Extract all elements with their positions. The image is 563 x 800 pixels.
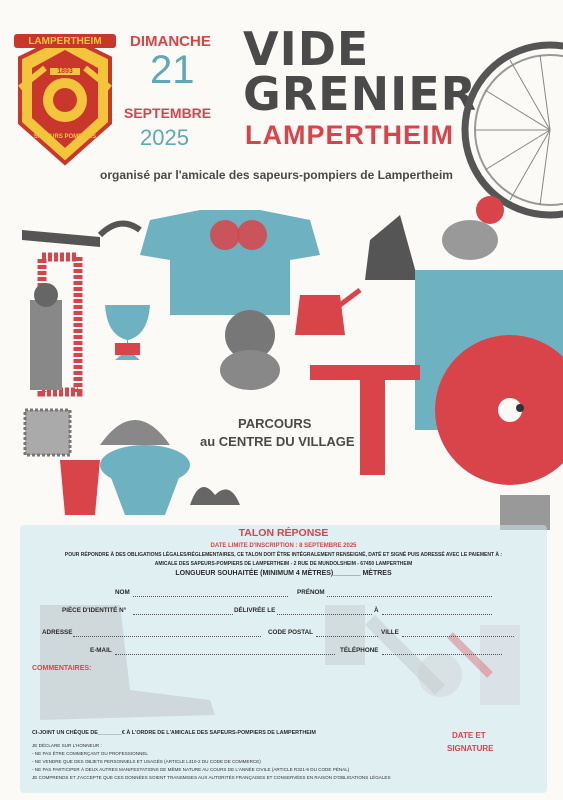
comments-area[interactable] <box>32 677 532 717</box>
date-signature-label-2: SIGNATURE <box>447 744 494 753</box>
title-lampertheim: LAMPERTHEIM <box>245 120 454 150</box>
email-field[interactable] <box>115 654 335 655</box>
code-postal-label: CODE POSTAL <box>268 629 314 636</box>
lieu-field[interactable] <box>382 614 492 615</box>
form-heading: TALON RÉPONSE <box>238 527 329 539</box>
declaration-4: JE COMPRENDS ET J'ACCEPTE QUE CES DONNÉES SOIENT TRANSMISES AUX AUTORITÉS FRANÇAISES ET CONSERVÉES EN RAISON D'OBLIGATIONS LÉGALES <box>32 775 391 780</box>
date-signature-label-1: DATE ET <box>452 731 486 740</box>
form-instructions-1: POUR RÉPONDRE À DES OBLIGATIONS LÉGALES/RÉGLEMENTAIRES, CE TALON DOIT ÊTRE INTÉGRALEMENT RENSEIGNÉ, DATÉ ET SIGNÉ PUIS ADRESSÉ AVEC LE PAIEMENT À : <box>64 552 503 558</box>
honneur-heading: JE DÉCLARE SUR L'HONNEUR : <box>32 743 102 748</box>
signature-area[interactable] <box>440 755 535 787</box>
cheque-line[interactable]: CI-JOINT UN CHÈQUE DE________€ À L'ORDRE DE L'AMICALE DES SAPEURS-POMPIERS DE LAMPERTHEIM <box>32 730 316 736</box>
prenom-field[interactable] <box>327 596 492 597</box>
title-vide: VIDE <box>243 22 370 76</box>
form-instructions-2: AMICALE DES SAPEURS-POMPIERS DE LAMPERTHEIM - 2 RUE DE MUNDOLSHEIM - 67450 LAMPERTHEIM <box>154 561 413 567</box>
route-line-2: au CENTRE DU VILLAGE <box>200 434 355 449</box>
illustration-collage <box>0 195 563 530</box>
fire-brigade-badge <box>10 28 120 168</box>
registration-form <box>20 525 547 793</box>
declaration-2: - NE VENDRE QUE DES OBJETS PERSONNELS ET USAGÉS (ARTICLE L310-2 DU CODE DE COMMERCE) <box>32 759 261 764</box>
form-deadline: DATE LIMITE D'INSCRIPTION : 8 SEPTEMBRE 2025 <box>210 543 357 549</box>
title-grenier: GRENIER <box>243 67 478 121</box>
delivree-label: DÉLIVRÉE LE <box>234 607 276 614</box>
length-field[interactable]: LONGUEUR SOUHAITÉE (MINIMUM 4 MÈTRES)_______ MÈTRES <box>175 570 392 577</box>
ville-label: VILLE <box>381 629 399 636</box>
delivree-field[interactable] <box>277 614 372 615</box>
piece-identite-field[interactable] <box>133 614 233 615</box>
comments-label: COMMENTAIRES: <box>32 665 92 672</box>
event-month: SEPTEMBRE <box>124 105 212 121</box>
ville-field[interactable] <box>402 636 514 637</box>
event-year: 2025 <box>140 125 189 150</box>
event-day: DIMANCHE <box>130 33 211 50</box>
declaration-1: - NE PAS ÊTRE COMMERÇANT OU PROFESSIONNEL <box>32 751 148 756</box>
organizer-line: organisé par l'amicale des sapeurs-pompiers de Lampertheim <box>100 168 453 182</box>
nom-label: NOM <box>115 589 130 596</box>
telephone-label: TÉLÉPHONE <box>340 647 379 654</box>
badge-year: 1893 <box>50 68 80 75</box>
telephone-field[interactable] <box>382 654 502 655</box>
adresse-field[interactable] <box>73 636 261 637</box>
piece-identite-label: PIÈCE D'IDENTITÉ N° <box>62 607 127 614</box>
nom-field[interactable] <box>133 596 288 597</box>
lieu-label: À <box>374 607 379 614</box>
email-label: E-MAIL <box>90 647 112 654</box>
badge-top-text: LAMPERTHEIM <box>28 36 102 47</box>
declaration-3: - NE PAS PARTICIPER À DEUX AUTRES MANIFESTATIONS DE MÊME NATURE AU COURS DE L'ANNÉE CIVILE (ARTICLE R321-9 DU CODE PÉNAL) <box>32 767 350 772</box>
badge-bottom-text: SAPEURS POMPIERS <box>33 134 97 140</box>
code-postal-field[interactable] <box>316 636 378 637</box>
route-line-1: PARCOURS <box>238 416 312 431</box>
adresse-label: ADRESSE <box>42 629 73 636</box>
prenom-label: PRÉNOM <box>297 589 325 596</box>
event-date-number: 21 <box>150 48 195 92</box>
